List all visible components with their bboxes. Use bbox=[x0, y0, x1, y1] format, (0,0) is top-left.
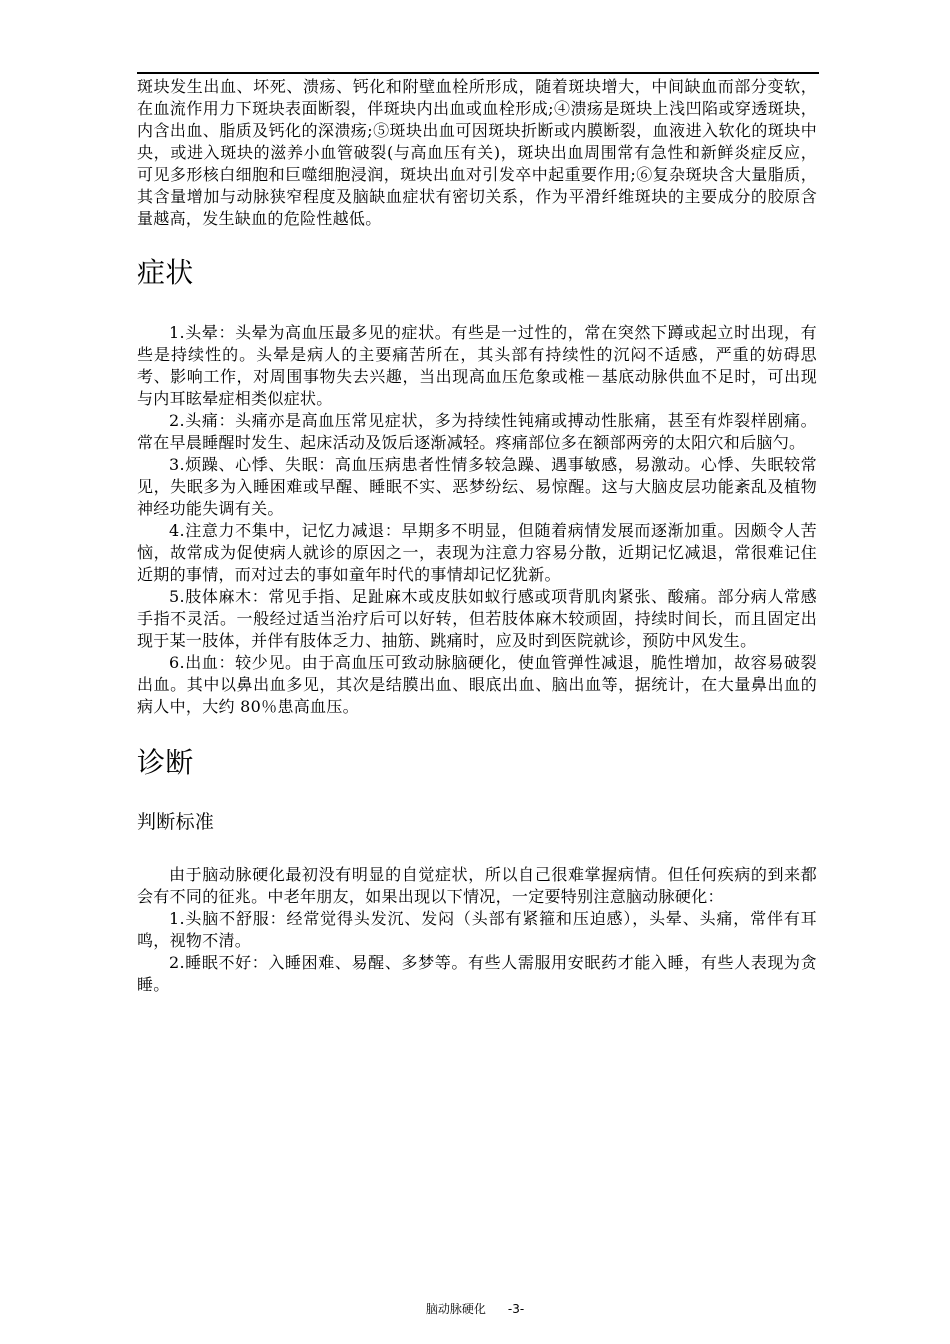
diagnosis-list bbox=[137, 908, 817, 996]
diagnosis-intro: 由于脑动脉硬化最初没有明显的自觉症状，所以自己很难掌握病情。但任何疾病的到来都会有不同的征兆。中老年朋友，如果出现以下情况，一定要特别注意脑动脉硬化： bbox=[137, 865, 817, 906]
diagnosis-item: 2.睡眠不好：入睡困难、易醒、多梦等。有些人需服用安眠药才能入睡，有些人表现为贪睡。 bbox=[137, 953, 817, 994]
symptom-item: 3.烦躁、心悸、失眠：高血压病患者性情多较急躁、遇事敏感，易激动。心悸、失眠较常见，失眠多为入睡困难或早醒、睡眠不实、恶梦纷纭、易惊醒。这与大脑皮层功能紊乱及植物神经功能失调有关。 bbox=[137, 455, 817, 518]
page-footer bbox=[0, 1300, 950, 1317]
symptoms-heading: 症状 bbox=[137, 256, 194, 289]
intro-paragraph: 斑块发生出血、坏死、溃疡、钙化和附壁血栓所形成，随着斑块增大，中间缺血而部分变软，在血流作用力下斑块表面断裂，伴斑块内出血或血栓形成;④溃疡是斑块上浅凹陷或穿透斑块，内含出血、脂质及钙化的深溃疡;⑤斑块出血可因斑块折断或内膜断裂，血液进入软化的斑块中央，或进入斑块的滋养小血管破裂(与高血压有关)，斑块出血周围常有急性和新鲜炎症反应，可见多形核白细胞和巨噬细胞浸润，斑块出血对引发卒中起重要作用;⑥复杂斑块含大量脂质，其含量增加与动脉狭窄程度及脑缺血症状有密切关系，作为平滑纤维斑块的主要成分的胶原含量越高，发生缺血的危险性越低。 bbox=[137, 77, 817, 228]
page-content bbox=[137, 76, 817, 996]
symptom-item: 6.出血：较少见。由于高血压可致动脉脑硬化，使血管弹性减退，脆性增加，故容易破裂出血。其中以鼻出血多见，其次是结膜出血、眼底出血、脑出血等，据统计，在大量鼻出血的病人中，大约 80％患高血压。 bbox=[137, 653, 817, 716]
page-number: -3- bbox=[507, 1302, 525, 1316]
footer-title: 脑动脉硬化 bbox=[425, 1302, 486, 1316]
diagnosis-heading: 诊断 bbox=[137, 746, 194, 779]
header-rule bbox=[137, 72, 819, 74]
symptom-item: 2.头痛：头痛亦是高血压常见症状，多为持续性钝痛或搏动性胀痛，甚至有炸裂样剧痛。常在早晨睡醒时发生、起床活动及饭后逐渐减轻。疼痛部位多在额部两旁的太阳穴和后脑勺。 bbox=[137, 411, 817, 452]
diagnosis-item: 1.头脑不舒服：经常觉得头发沉、发闷（头部有紧箍和压迫感），头晕、头痛，常伴有耳鸣，视物不清。 bbox=[137, 909, 817, 950]
symptom-item: 1.头晕：头晕为高血压最多见的症状。有些是一过性的，常在突然下蹲或起立时出现，有些是持续性的。头晕是病人的主要痛苦所在，其头部有持续性的沉闷不适感，严重的妨碍思考、影响工作，对周围事物失去兴趣，当出现高血压危象或椎－基底动脉供血不足时，可出现与内耳眩晕症相类似症状。 bbox=[137, 323, 817, 408]
criteria-subheading: 判断标准 bbox=[137, 811, 215, 833]
symptoms-list bbox=[137, 322, 817, 718]
symptom-item: 5.肢体麻木：常见手指、足趾麻木或皮肤如蚁行感或项背肌肉紧张、酸痛。部分病人常感手指不灵活。一般经过适当治疗后可以好转，但若肢体麻木较顽固，持续时间长，而且固定出现于某一肢体，并伴有肢体乏力、抽筋、跳痛时，应及时到医院就诊，预防中风发生。 bbox=[137, 587, 817, 650]
symptom-item: 4.注意力不集中，记忆力减退：早期多不明显，但随着病情发展而逐渐加重。因颇令人苦恼，故常成为促使病人就诊的原因之一，表现为注意力容易分散，近期记忆减退，常很难记住近期的事情，而对过去的事如童年时代的事情却记忆犹新。 bbox=[137, 521, 817, 584]
